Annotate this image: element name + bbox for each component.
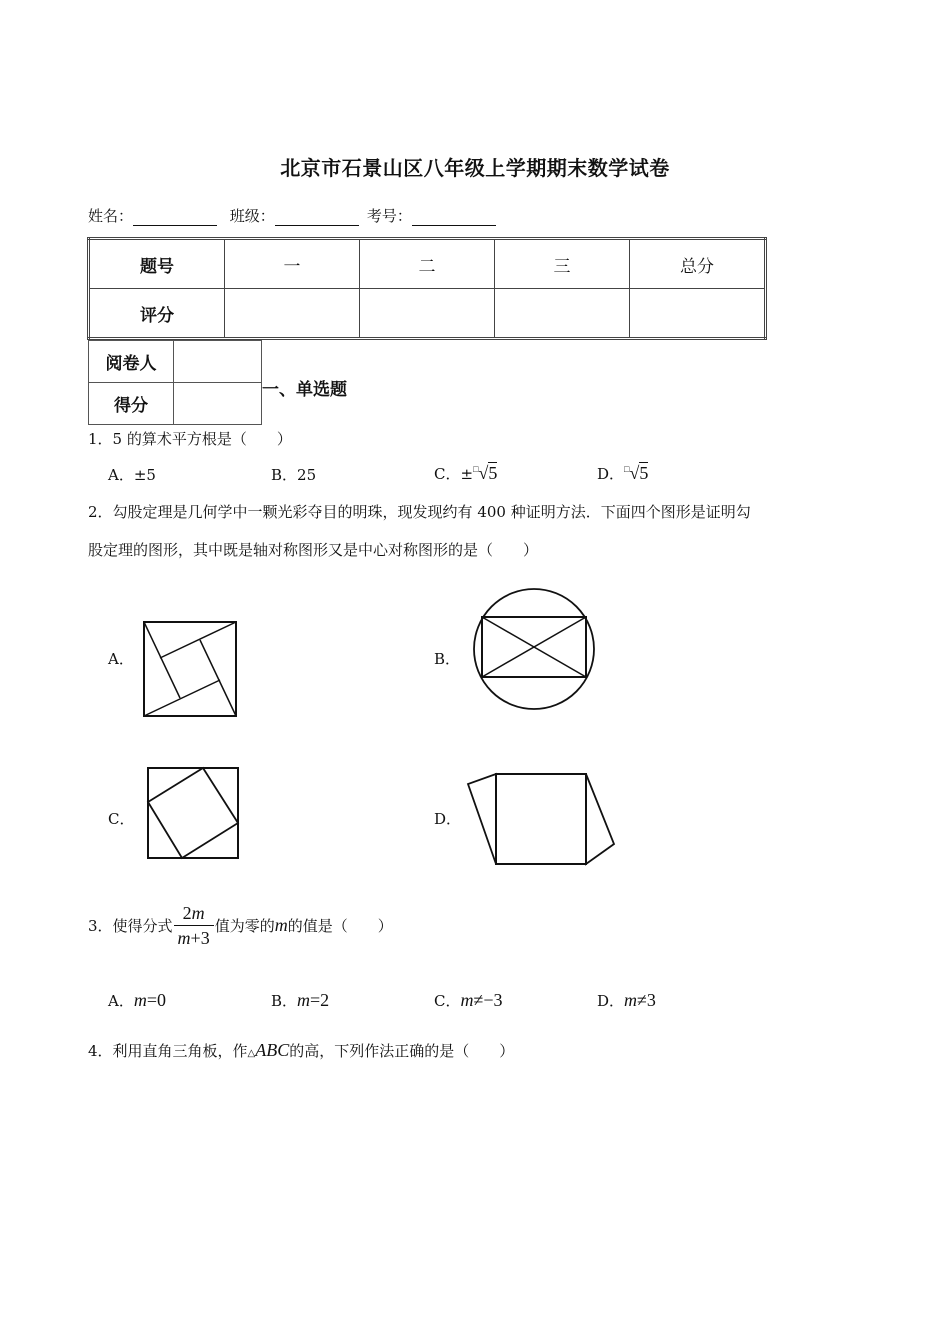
score-cell-2[interactable] [360, 289, 495, 339]
square-with-triangles-figure [464, 770, 618, 868]
q1-option-a[interactable]: A．±5 [108, 466, 156, 484]
q1-c-label: C． [434, 465, 461, 483]
q3-b-label: B． [271, 992, 298, 1010]
score-header-total: 总分 [630, 239, 766, 289]
reviewer-label: 阅卷人 [89, 341, 174, 383]
radical-sign-icon: □√5 [473, 463, 498, 483]
question-4 [88, 1040, 514, 1061]
q3-var: m [274, 915, 288, 935]
q1-d-label: D． [597, 465, 625, 483]
score-header-3: 三 [495, 239, 630, 289]
score-header-number: 题号 [89, 239, 225, 289]
score-header-2: 二 [360, 239, 495, 289]
class-label: 班级： [229, 207, 275, 225]
q3-option-a[interactable] [108, 990, 166, 1011]
q3-den-rest: +3 [190, 928, 210, 948]
q1-c-pm: ± [460, 465, 474, 483]
circle-rectangle-figure [470, 585, 598, 713]
q3-num-var: m [191, 903, 205, 923]
question-2-line-2: 股定理的图形，其中既是轴对称图形又是中心对称图形的是（ ） [88, 541, 539, 559]
score-cell-3[interactable] [495, 289, 630, 339]
q3-option-d[interactable] [597, 990, 656, 1011]
q3-d-var: m [624, 990, 638, 1010]
q3-a-rest: =0 [146, 990, 166, 1010]
score-row-label: 评分 [89, 289, 225, 339]
score-header-1: 一 [225, 239, 360, 289]
name-label: 姓名： [88, 207, 134, 225]
q3-b-var: m [297, 990, 311, 1010]
question-3 [88, 901, 393, 950]
section-heading-1: 一、单选题 [262, 380, 347, 400]
rotated-square-figure [144, 764, 242, 862]
q2-option-d-label[interactable]: D． [434, 810, 462, 828]
q2-option-b-label[interactable]: B． [434, 650, 461, 668]
radical-sign-icon: □√5 [624, 463, 649, 483]
page-title: 北京市石景山区八年级上学期期末数学试卷 [280, 156, 670, 180]
q4-abc: ABC [255, 1040, 290, 1060]
q3-b-rest: =2 [310, 990, 330, 1010]
section-score-cell[interactable] [174, 383, 262, 425]
q3-den-var: m [177, 928, 191, 948]
q1-d-radicand: 5 [639, 463, 649, 483]
class-blank[interactable] [275, 210, 359, 226]
q4-suffix: 的高，下列作法正确的是（ ） [289, 1042, 515, 1060]
q3-option-c[interactable] [434, 990, 503, 1011]
q3-d-label: D． [597, 992, 625, 1010]
q3-c-var: m [460, 990, 474, 1010]
q3-option-b[interactable] [271, 990, 329, 1011]
q3-c-rest: ≠−3 [473, 990, 503, 1010]
q4-prefix: 4．利用直角三角板，作 [88, 1042, 248, 1060]
name-blank[interactable] [133, 210, 217, 226]
q3-a-label: A． [108, 992, 134, 1010]
q3-suffix: 的值是（ ） [287, 917, 393, 935]
q3-c-label: C． [434, 992, 461, 1010]
q3-num-coef: 2 [182, 903, 192, 923]
q3-fraction [174, 901, 214, 950]
section-score-label: 得分 [89, 383, 174, 425]
reader-table [88, 340, 262, 425]
pinwheel-square-figure [140, 618, 240, 720]
q3-mid: 值为零的 [214, 917, 275, 935]
q2-option-c-label[interactable]: C． [108, 810, 135, 828]
score-cell-1[interactable] [225, 289, 360, 339]
q3-d-rest: ≠3 [637, 990, 656, 1010]
id-blank[interactable] [412, 210, 496, 226]
q3-a-var: m [133, 990, 147, 1010]
q1-option-d[interactable] [597, 463, 648, 484]
reviewer-cell[interactable] [174, 341, 262, 383]
id-label: 考号： [366, 207, 412, 225]
score-cell-total[interactable] [630, 289, 766, 339]
question-1: 1．5 的算术平方根是（ ） [88, 430, 292, 448]
score-table [87, 237, 767, 340]
q2-option-a-label[interactable]: A． [108, 650, 134, 668]
question-2-line-1: 2．勾股定理是几何学中一颗光彩夺目的明珠，现发现约有 400 种证明方法．下面四个图形是证明勾 [88, 503, 751, 521]
q1-option-c[interactable] [434, 463, 497, 484]
q3-prefix: 3．使得分式 [88, 917, 173, 935]
q1-c-radicand: 5 [488, 463, 498, 483]
triangle-icon: △ [247, 1048, 256, 1059]
student-info-line [88, 205, 504, 226]
q1-option-b[interactable]: B．25 [271, 466, 317, 484]
